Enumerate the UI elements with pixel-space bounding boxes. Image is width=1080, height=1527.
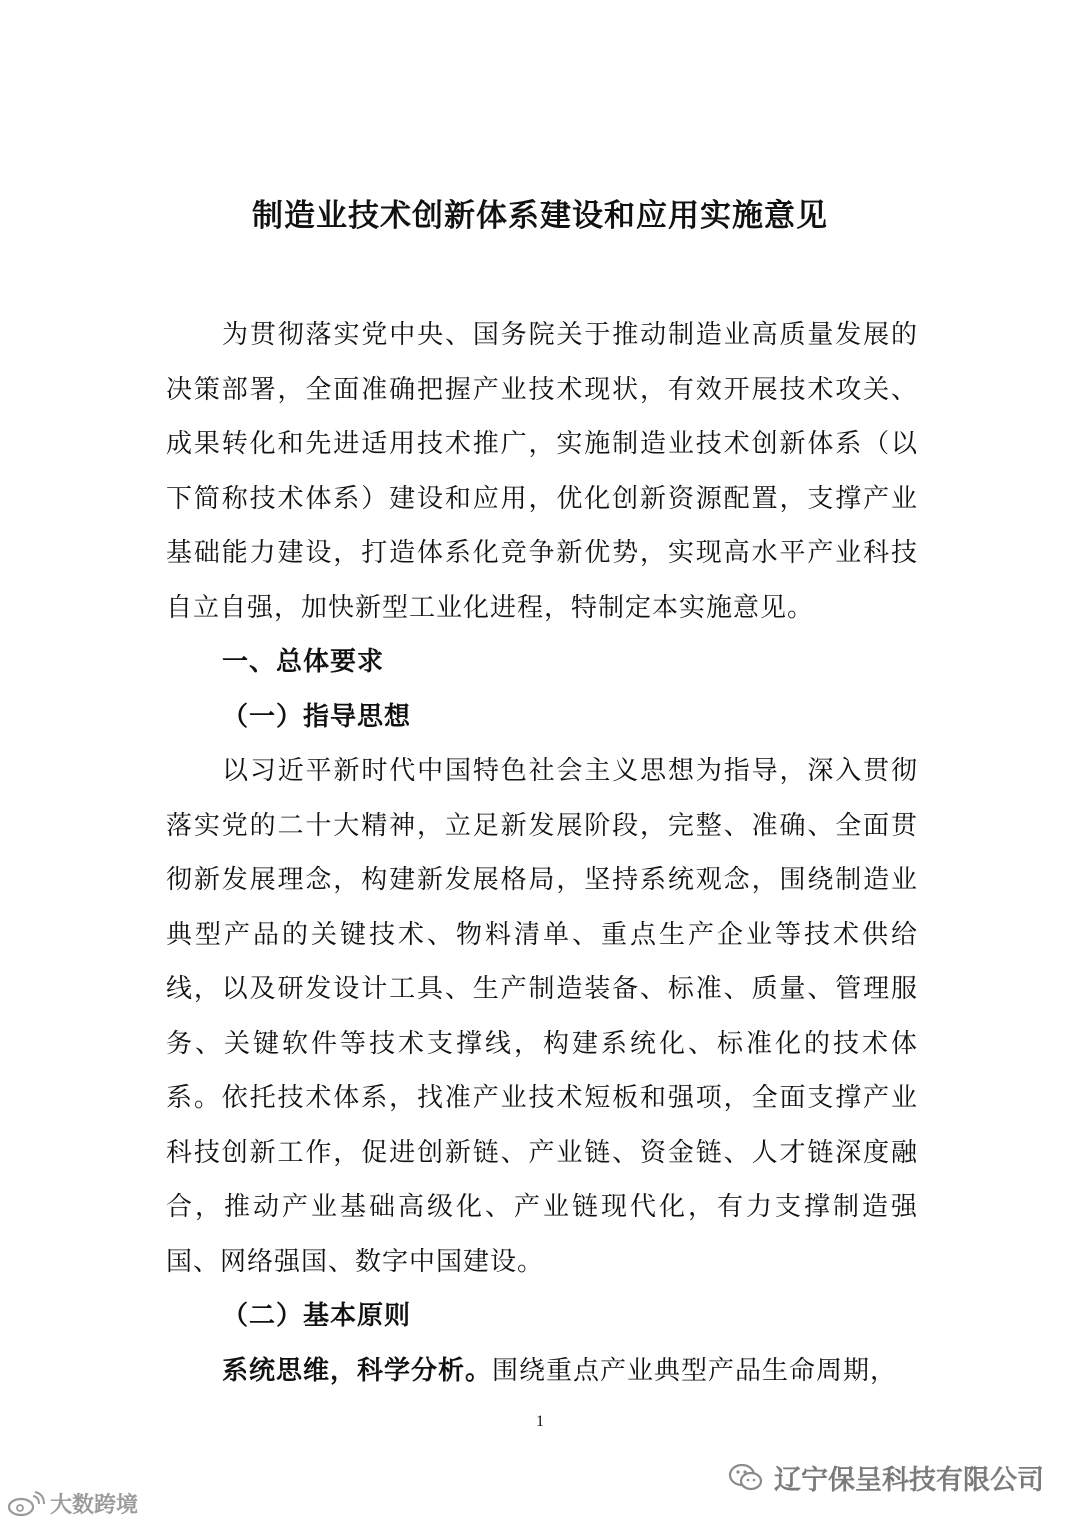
document-body — [166, 308, 918, 1398]
intro-paragraph: 为贯彻落实党中央、国务院关于推动制造业高质量发展的决策部署，全面准确把握产业技术现状，有效开展技术攻关、成果转化和先进适用技术推广，实施制造业技术创新体系（以下简称技术体系）建设和应用，优化创新资源配置，支撑产业基础能力建设，打造体系化竞争新优势，实现高水平产业科技自立自强，加快新型工业化进程，特制定本实施意见。 — [166, 320, 918, 623]
page-number: 1 — [536, 1413, 544, 1430]
watermark-company — [728, 1458, 1044, 1497]
section-heading-general-requirements: 一、总体要求 — [222, 647, 385, 677]
watermark-source — [6, 1488, 138, 1519]
principle-paragraph — [166, 1344, 918, 1399]
document-title: 制造业技术创新体系建设和应用实施意见 — [252, 198, 828, 234]
guiding-ideology-paragraph: 以习近平新时代中国特色社会主义思想为指导，深入贯彻落实党的二十大精神，立足新发展阶段，完整、准确、全面贯彻新发展理念，构建新发展格局，坚持系统观念，围绕制造业典型产品的关键技术、物料清单、重点生产企业等技术供给线，以及研发设计工具、生产制造装备、标准、质量、管理服务、关键软件等技术支撑线，构建系统化、标准化的技术体系。依托技术体系，找准产业技术短板和强项，全面支撑产业科技创新工作，促进创新链、产业链、资金链、人才链深度融合，推动产业基础高级化、产业链现代化，有力支撑制造强国、网络强国、数字中国建设。 — [166, 756, 918, 1277]
subsection-heading-guiding-ideology: （一）指导思想 — [222, 701, 412, 732]
weibo-icon — [6, 1490, 46, 1518]
watermark-company-text: 辽宁保呈科技有限公司 — [774, 1465, 1044, 1496]
watermark-source-text: 大数跨境 — [50, 1493, 139, 1518]
wechat-icon — [728, 1463, 764, 1493]
principle-text: 围绕重点产业典型产品生命周期， — [492, 1355, 898, 1386]
subsection-heading-basic-principles: （二）基本原则 — [222, 1301, 412, 1331]
principle-lead: 系统思维，科学分析。 — [222, 1355, 493, 1386]
